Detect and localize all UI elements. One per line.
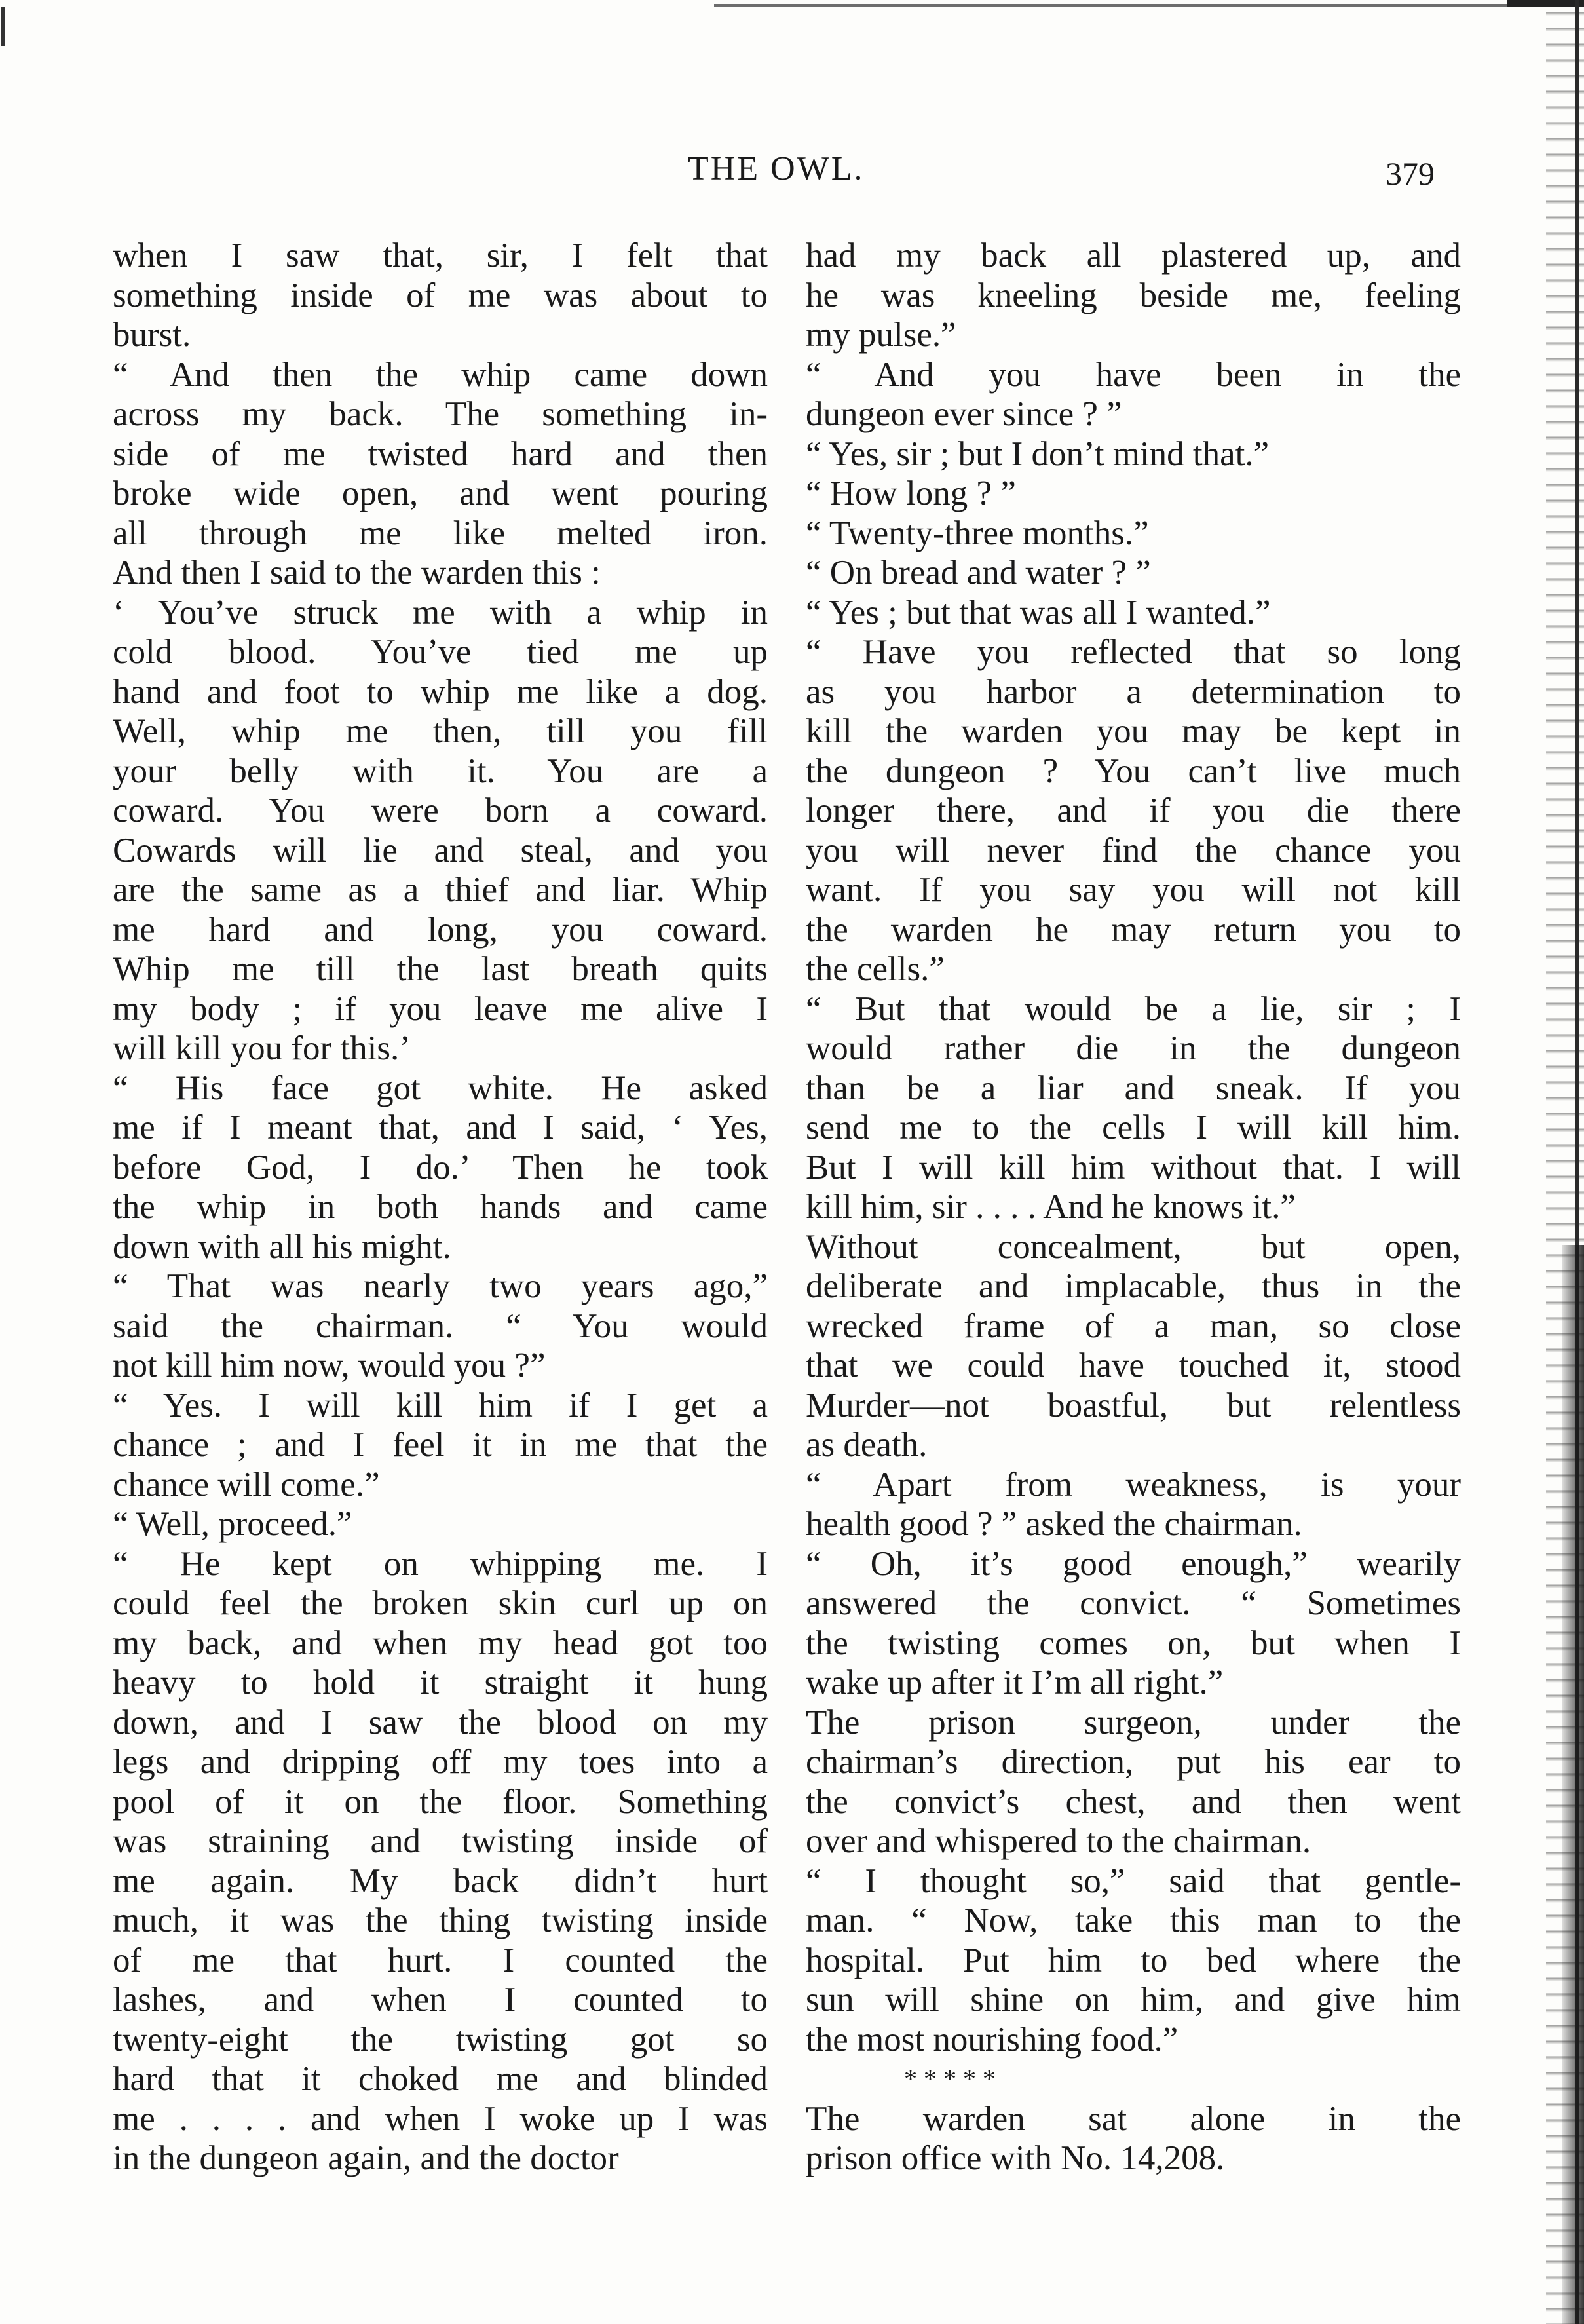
- text-line: chance will come.”: [113, 1465, 380, 1504]
- text-line: legs and dripping off my toes into a: [113, 1743, 768, 1781]
- text-line: the most nourishing food.”: [806, 2020, 1179, 2059]
- text-line: the twisting comes on, but when I: [806, 1624, 1461, 1662]
- scan-left-mark: [1, 7, 5, 46]
- text-line: are the same as a thief and liar. Whip: [113, 871, 768, 909]
- text-line: as death.: [806, 1426, 928, 1464]
- running-title: THE OWL.: [688, 150, 865, 187]
- text-line: “ Yes. I will kill him if I get a: [113, 1386, 768, 1424]
- text-line: wake up after it I’m all right.”: [806, 1664, 1224, 1702]
- text-line: answered the convict. “ Sometimes: [806, 1584, 1461, 1622]
- text-line: the dungeon ? You can’t live much: [806, 752, 1461, 790]
- text-line: burst.: [113, 316, 191, 354]
- text-line: * * * * *: [904, 2064, 996, 2093]
- text-line: you will never find the chance you: [806, 831, 1461, 869]
- text-line: as you harbor a determination to: [806, 672, 1461, 711]
- text-line: lashes, and when I counted to: [113, 1981, 768, 2019]
- text-line: he was kneeling beside me, feeling: [806, 276, 1461, 314]
- text-line: “ Yes ; but that was all I wanted.”: [806, 593, 1271, 632]
- text-line: would rather die in the dungeon: [806, 1029, 1461, 1067]
- text-line: Whip me till the last breath quits: [113, 950, 768, 988]
- text-line: chairman’s direction, put his ear to: [806, 1743, 1461, 1781]
- text-line: pool of it on the floor. Something: [113, 1782, 768, 1821]
- text-line: “ And then the whip came down: [113, 355, 768, 394]
- text-line: “ I thought so,” said that gentle-: [806, 1861, 1461, 1900]
- text-line: my body ; if you leave me alive I: [113, 989, 768, 1028]
- text-line: me hard and long, you coward.: [113, 910, 768, 949]
- text-line: my back, and when my head got too: [113, 1624, 768, 1662]
- text-line: The prison surgeon, under the: [806, 1703, 1461, 1742]
- text-line: “ Well, proceed.”: [113, 1505, 352, 1543]
- text-line: me . . . . and when I woke up I was: [113, 2099, 768, 2138]
- text-line: prison office with No. 14,208.: [806, 2139, 1225, 2177]
- text-line: And then I said to the warden this :: [113, 554, 601, 592]
- text-line: kill the warden you may be kept in: [806, 712, 1461, 750]
- text-line: had my back all plastered up, and: [806, 237, 1461, 275]
- text-line: wrecked frame of a man, so close: [806, 1306, 1461, 1345]
- text-line: “ His face got white. He asked: [113, 1069, 768, 1107]
- text-line: man. “ Now, take this man to the: [806, 1901, 1461, 1939]
- text-line: coward. You were born a coward.: [113, 791, 768, 829]
- text-line: But I will kill him without that. I will: [806, 1148, 1461, 1187]
- text-line: “ But that would be a lie, sir ; I: [806, 989, 1461, 1028]
- text-line: “ Have you reflected that so long: [806, 633, 1461, 671]
- text-line: “ On bread and water ? ”: [806, 554, 1151, 592]
- text-line: “ How long ? ”: [806, 474, 1016, 512]
- text-line: in the dungeon again, and the doctor: [113, 2139, 619, 2177]
- text-line: over and whispered to the chairman.: [806, 1822, 1311, 1860]
- text-line: The warden sat alone in the: [806, 2099, 1461, 2138]
- text-line: across my back. The something in-: [113, 395, 768, 433]
- text-line: want. If you say you will not kill: [806, 871, 1461, 909]
- text-line: health good ? ” asked the chairman.: [806, 1505, 1302, 1543]
- text-line: than be a liar and sneak. If you: [806, 1069, 1461, 1107]
- text-line: broke wide open, and went pouring: [113, 474, 768, 512]
- right-column: [806, 236, 1461, 2179]
- text-line: will kill you for this.’: [113, 1029, 411, 1067]
- text-line: chance ; and I feel it in me that the: [113, 1426, 768, 1464]
- text-line: cold blood. You’ve tied me up: [113, 633, 768, 671]
- text-line: dungeon ever since ? ”: [806, 395, 1122, 433]
- text-line: before God, I do.’ Then he took: [113, 1148, 768, 1187]
- text-line: not kill him now, would you ?”: [113, 1346, 546, 1384]
- text-line: deliberate and implacable, thus in the: [806, 1267, 1461, 1305]
- text-line: hospital. Put him to bed where the: [806, 1941, 1461, 1979]
- text-line: kill him, sir . . . . And he knows it.”: [806, 1188, 1296, 1226]
- text-line: “ Oh, it’s good enough,” wearily: [806, 1544, 1461, 1583]
- text-line: longer there, and if you die there: [806, 791, 1461, 829]
- text-line: “ That was nearly two years ago,”: [113, 1267, 768, 1305]
- running-head: [0, 149, 1584, 202]
- text-line: the cells.”: [806, 950, 945, 988]
- text-line: ‘ You’ve struck me with a whip in: [113, 593, 768, 632]
- text-line: hard that it choked me and blinded: [113, 2060, 768, 2098]
- text-line: when I saw that, sir, I felt that: [113, 237, 768, 275]
- text-line: all through me like melted iron.: [113, 514, 768, 552]
- text-line: twenty-eight the twisting got so: [113, 2020, 768, 2059]
- text-line: Cowards will lie and steal, and you: [113, 831, 768, 869]
- left-column: [113, 236, 768, 2179]
- text-line: something inside of me was about to: [113, 276, 768, 314]
- text-line: me again. My back didn’t hurt: [113, 1861, 768, 1900]
- text-line: the whip in both hands and came: [113, 1188, 768, 1226]
- scan-top-rule: [714, 4, 1584, 7]
- text-line: Without concealment, but open,: [806, 1227, 1461, 1266]
- text-line: Well, whip me then, till you fill: [113, 712, 768, 750]
- text-line: sun will shine on him, and give him: [806, 1981, 1461, 2019]
- text-line: down, and I saw the blood on my: [113, 1703, 768, 1742]
- text-line: side of me twisted hard and then: [113, 434, 768, 473]
- text-line: heavy to hold it straight it hung: [113, 1664, 768, 1702]
- text-line: “ He kept on whipping me. I: [113, 1544, 768, 1583]
- text-line: “ And you have been in the: [806, 355, 1461, 394]
- text-line: much, it was the thing twisting inside: [113, 1901, 768, 1939]
- text-line: could feel the broken skin curl up on: [113, 1584, 768, 1622]
- text-line: of me that hurt. I counted the: [113, 1941, 768, 1979]
- text-line: your belly with it. You are a: [113, 752, 768, 790]
- text-line: “ Yes, sir ; but I don’t mind that.”: [806, 434, 1270, 473]
- text-line: send me to the cells I will kill him.: [806, 1109, 1461, 1147]
- scan-right-edge-shadow: [1562, 1245, 1584, 2324]
- text-line: was straining and twisting inside of: [113, 1822, 768, 1860]
- text-line: hand and foot to whip me like a dog.: [113, 672, 768, 711]
- text-line: down with all his might.: [113, 1227, 451, 1266]
- page-number: 379: [1386, 155, 1435, 192]
- text-line: “ Twenty-three months.”: [806, 514, 1149, 552]
- text-line: “ Apart from weakness, is your: [806, 1465, 1461, 1504]
- text-line: that we could have touched it, stood: [806, 1346, 1461, 1384]
- text-line: Murder—not boastful, but relentless: [806, 1386, 1461, 1424]
- text-line: me if I meant that, and I said, ‘ Yes,: [113, 1109, 768, 1147]
- text-line: my pulse.”: [806, 316, 956, 354]
- text-line: the warden he may return you to: [806, 910, 1461, 949]
- text-line: said the chairman. “ You would: [113, 1306, 768, 1345]
- text-line: the convict’s chest, and then went: [806, 1782, 1461, 1821]
